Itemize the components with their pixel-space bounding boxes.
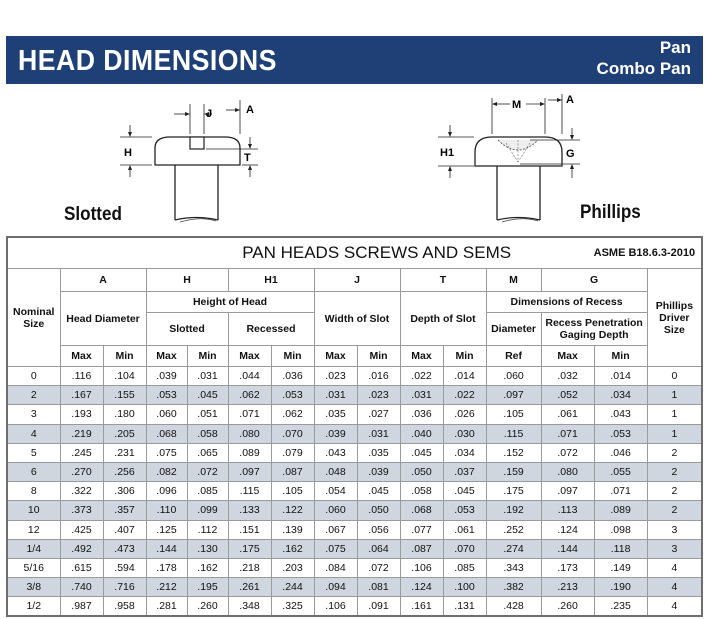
table-cell: .062 bbox=[228, 386, 271, 405]
table-cell: .071 bbox=[228, 405, 271, 424]
col-nominal-size: Nominal Size bbox=[7, 269, 60, 367]
table-cell: .115 bbox=[228, 482, 271, 501]
table-cell: .162 bbox=[187, 558, 228, 577]
table-cell: .053 bbox=[443, 501, 486, 520]
table-cell: .357 bbox=[103, 501, 146, 520]
nominal-size-cell: 8 bbox=[7, 482, 60, 501]
driver-size-cell: 2 bbox=[647, 501, 702, 520]
table-cell: .373 bbox=[60, 501, 103, 520]
dim-label-j: J bbox=[206, 108, 213, 120]
table-row bbox=[7, 386, 702, 405]
dim-label-a: A bbox=[566, 94, 574, 106]
col-slotted: Slotted bbox=[146, 313, 228, 346]
table-cell: .075 bbox=[314, 539, 357, 558]
table-cell: .022 bbox=[443, 386, 486, 405]
table-cell: .098 bbox=[594, 520, 647, 539]
table-cell: .089 bbox=[228, 443, 271, 462]
slotted-label: Slotted bbox=[64, 204, 122, 225]
table-cell: .034 bbox=[594, 386, 647, 405]
table-cell: .115 bbox=[486, 424, 541, 443]
table-cell: .036 bbox=[400, 405, 443, 424]
table-cell: .322 bbox=[60, 482, 103, 501]
table-cell: .026 bbox=[443, 405, 486, 424]
table-cell: .213 bbox=[541, 578, 594, 597]
table-cell: .325 bbox=[271, 597, 314, 617]
table-cell: .124 bbox=[400, 578, 443, 597]
table-cell: .067 bbox=[314, 520, 357, 539]
table-cell: .034 bbox=[443, 443, 486, 462]
table-cell: .161 bbox=[400, 597, 443, 617]
table-cell: .212 bbox=[146, 578, 187, 597]
table-cell: .097 bbox=[228, 462, 271, 481]
col-min: Min bbox=[187, 346, 228, 367]
driver-size-cell: 4 bbox=[647, 597, 702, 617]
table-row bbox=[7, 520, 702, 539]
driver-size-cell: 1 bbox=[647, 405, 702, 424]
table-row bbox=[7, 597, 702, 617]
table-cell: .045 bbox=[443, 482, 486, 501]
table-cell: .045 bbox=[187, 386, 228, 405]
table-cell: .039 bbox=[314, 424, 357, 443]
table-cell: .159 bbox=[486, 462, 541, 481]
table-cell: .084 bbox=[314, 558, 357, 577]
col-min: Min bbox=[594, 346, 647, 367]
table-cell: .190 bbox=[594, 578, 647, 597]
table-cell: .473 bbox=[103, 539, 146, 558]
table-row bbox=[7, 501, 702, 520]
table-cell: .144 bbox=[541, 539, 594, 558]
col-letter-a: A bbox=[60, 269, 146, 292]
table-cell: .044 bbox=[228, 367, 271, 386]
col-letter-t: T bbox=[400, 269, 486, 292]
table-cell: .382 bbox=[486, 578, 541, 597]
table-cell: .122 bbox=[271, 501, 314, 520]
table-cell: .065 bbox=[187, 443, 228, 462]
table-cell: .080 bbox=[541, 462, 594, 481]
table-standard: ASME B18.6.3-2010 bbox=[541, 237, 702, 269]
driver-size-cell: 3 bbox=[647, 539, 702, 558]
table-cell: .106 bbox=[400, 558, 443, 577]
table-cell: .036 bbox=[271, 367, 314, 386]
table-cell: .428 bbox=[486, 597, 541, 617]
table-cell: .080 bbox=[228, 424, 271, 443]
table-cell: .055 bbox=[594, 462, 647, 481]
col-letter-h: H bbox=[146, 269, 228, 292]
table-cell: .089 bbox=[594, 501, 647, 520]
nominal-size-cell: 0 bbox=[7, 367, 60, 386]
col-max: Max bbox=[400, 346, 443, 367]
table-row bbox=[7, 558, 702, 577]
dim-label-t: T bbox=[244, 152, 251, 164]
col-depth-of-slot: Depth of Slot bbox=[400, 292, 486, 346]
driver-size-cell: 2 bbox=[647, 482, 702, 501]
table-cell: .594 bbox=[103, 558, 146, 577]
nominal-size-cell: 6 bbox=[7, 462, 60, 481]
table-cell: .068 bbox=[146, 424, 187, 443]
dimensions-table-wrap bbox=[6, 236, 703, 617]
table-cell: .407 bbox=[103, 520, 146, 539]
table-cell: .077 bbox=[400, 520, 443, 539]
col-max: Max bbox=[314, 346, 357, 367]
table-cell: .306 bbox=[103, 482, 146, 501]
table-cell: .094 bbox=[314, 578, 357, 597]
nominal-size-cell: 1/4 bbox=[7, 539, 60, 558]
table-cell: .987 bbox=[60, 597, 103, 617]
table-cell: .030 bbox=[443, 424, 486, 443]
table-cell: .173 bbox=[541, 558, 594, 577]
table-cell: .053 bbox=[146, 386, 187, 405]
table-cell: .027 bbox=[357, 405, 400, 424]
table-cell: .244 bbox=[271, 578, 314, 597]
table-row bbox=[7, 405, 702, 424]
slotted-head-diagram bbox=[60, 90, 300, 235]
phillips-head-diagram bbox=[430, 90, 670, 235]
table-cell: .035 bbox=[357, 443, 400, 462]
table-cell: .062 bbox=[271, 405, 314, 424]
table-cell: .051 bbox=[187, 405, 228, 424]
table-cell: .099 bbox=[187, 501, 228, 520]
table-cell: .110 bbox=[146, 501, 187, 520]
nominal-size-cell: 1/2 bbox=[7, 597, 60, 617]
table-row bbox=[7, 462, 702, 481]
col-min: Min bbox=[271, 346, 314, 367]
table-cell: .070 bbox=[271, 424, 314, 443]
table-cell: .087 bbox=[400, 539, 443, 558]
table-cell: .072 bbox=[357, 558, 400, 577]
table-cell: .104 bbox=[103, 367, 146, 386]
table-cell: .958 bbox=[103, 597, 146, 617]
col-letter-m: M bbox=[486, 269, 541, 292]
col-max: Max bbox=[228, 346, 271, 367]
table-cell: .023 bbox=[314, 367, 357, 386]
table-cell: .043 bbox=[594, 405, 647, 424]
table-cell: .023 bbox=[357, 386, 400, 405]
col-max: Max bbox=[146, 346, 187, 367]
table-cell: .082 bbox=[146, 462, 187, 481]
col-letter-j: J bbox=[314, 269, 400, 292]
table-cell: .050 bbox=[400, 462, 443, 481]
table-cell: .131 bbox=[443, 597, 486, 617]
table-cell: .052 bbox=[541, 386, 594, 405]
table-cell: .178 bbox=[146, 558, 187, 577]
table-cell: .274 bbox=[486, 539, 541, 558]
table-cell: .053 bbox=[594, 424, 647, 443]
table-cell: .112 bbox=[187, 520, 228, 539]
col-min: Min bbox=[103, 346, 146, 367]
table-cell: .031 bbox=[400, 386, 443, 405]
table-cell: .205 bbox=[103, 424, 146, 443]
table-cell: .087 bbox=[271, 462, 314, 481]
table-cell: .492 bbox=[60, 539, 103, 558]
table-cell: .151 bbox=[228, 520, 271, 539]
table-cell: .068 bbox=[400, 501, 443, 520]
driver-size-cell: 3 bbox=[647, 520, 702, 539]
driver-size-cell: 2 bbox=[647, 443, 702, 462]
table-cell: .071 bbox=[541, 424, 594, 443]
dim-label-h1: H1 bbox=[440, 147, 455, 159]
table-cell: .045 bbox=[400, 443, 443, 462]
table-cell: .045 bbox=[357, 482, 400, 501]
dim-label-h: H bbox=[124, 147, 132, 159]
table-cell: .193 bbox=[60, 405, 103, 424]
table-cell: .245 bbox=[60, 443, 103, 462]
table-cell: .260 bbox=[541, 597, 594, 617]
head-type-pan: Pan bbox=[659, 38, 691, 57]
table-cell: .061 bbox=[443, 520, 486, 539]
table-title: PAN HEADS SCREWS AND SEMS bbox=[7, 237, 541, 269]
dim-label-g: G bbox=[566, 148, 575, 160]
table-cell: .070 bbox=[443, 539, 486, 558]
table-cell: .270 bbox=[60, 462, 103, 481]
nominal-size-cell: 2 bbox=[7, 386, 60, 405]
table-cell: .113 bbox=[541, 501, 594, 520]
table-cell: .032 bbox=[541, 367, 594, 386]
table-cell: .022 bbox=[400, 367, 443, 386]
table-cell: .060 bbox=[314, 501, 357, 520]
table-cell: .014 bbox=[443, 367, 486, 386]
col-height-of-head: Height of Head bbox=[146, 292, 314, 313]
nominal-size-cell: 5/16 bbox=[7, 558, 60, 577]
table-cell: .162 bbox=[271, 539, 314, 558]
table-cell: .219 bbox=[60, 424, 103, 443]
table-cell: .133 bbox=[228, 501, 271, 520]
table-cell: .118 bbox=[594, 539, 647, 558]
table-cell: .218 bbox=[228, 558, 271, 577]
table-cell: .203 bbox=[271, 558, 314, 577]
table-body bbox=[7, 367, 702, 617]
table-cell: .175 bbox=[486, 482, 541, 501]
table-cell: .091 bbox=[357, 597, 400, 617]
dim-label-a: A bbox=[246, 104, 254, 116]
driver-size-cell: 0 bbox=[647, 367, 702, 386]
table-cell: .231 bbox=[103, 443, 146, 462]
table-cell: .016 bbox=[357, 367, 400, 386]
phillips-label: Phillips bbox=[580, 202, 641, 223]
col-max: Max bbox=[541, 346, 594, 367]
table-cell: .235 bbox=[594, 597, 647, 617]
table-cell: .060 bbox=[486, 367, 541, 386]
driver-size-cell: 2 bbox=[647, 462, 702, 481]
driver-size-cell: 4 bbox=[647, 578, 702, 597]
table-cell: .058 bbox=[400, 482, 443, 501]
table-cell: .031 bbox=[357, 424, 400, 443]
nominal-size-cell: 10 bbox=[7, 501, 60, 520]
table-cell: .740 bbox=[60, 578, 103, 597]
table-cell: .100 bbox=[443, 578, 486, 597]
driver-size-cell: 1 bbox=[647, 424, 702, 443]
table-cell: .260 bbox=[187, 597, 228, 617]
col-letter-h1: H1 bbox=[228, 269, 314, 292]
table-cell: .348 bbox=[228, 597, 271, 617]
col-width-of-slot: Width of Slot bbox=[314, 292, 400, 346]
table-cell: .014 bbox=[594, 367, 647, 386]
table-cell: .343 bbox=[486, 558, 541, 577]
table-cell: .056 bbox=[357, 520, 400, 539]
table-cell: .105 bbox=[271, 482, 314, 501]
table-cell: .072 bbox=[541, 443, 594, 462]
table-cell: .716 bbox=[103, 578, 146, 597]
table-cell: .053 bbox=[271, 386, 314, 405]
table-cell: .116 bbox=[60, 367, 103, 386]
table-cell: .031 bbox=[314, 386, 357, 405]
table-cell: .139 bbox=[271, 520, 314, 539]
table-cell: .050 bbox=[357, 501, 400, 520]
col-min: Min bbox=[443, 346, 486, 367]
table-cell: .152 bbox=[486, 443, 541, 462]
table-cell: .425 bbox=[60, 520, 103, 539]
col-min: Min bbox=[357, 346, 400, 367]
table-cell: .048 bbox=[314, 462, 357, 481]
driver-size-cell: 1 bbox=[647, 386, 702, 405]
table-cell: .261 bbox=[228, 578, 271, 597]
table-cell: .256 bbox=[103, 462, 146, 481]
col-max: Max bbox=[60, 346, 103, 367]
table-row bbox=[7, 482, 702, 501]
col-phillips-driver-size: Phillips Driver Size bbox=[647, 269, 702, 367]
table-cell: .252 bbox=[486, 520, 541, 539]
table-cell: .124 bbox=[541, 520, 594, 539]
col-ref: Ref bbox=[486, 346, 541, 367]
table-cell: .037 bbox=[443, 462, 486, 481]
table-cell: .060 bbox=[146, 405, 187, 424]
col-dimensions-of-recess: Dimensions of Recess bbox=[486, 292, 647, 313]
table-row bbox=[7, 443, 702, 462]
table-cell: .096 bbox=[146, 482, 187, 501]
table-cell: .039 bbox=[146, 367, 187, 386]
nominal-size-cell: 3/8 bbox=[7, 578, 60, 597]
table-cell: .106 bbox=[314, 597, 357, 617]
table-cell: .097 bbox=[541, 482, 594, 501]
col-recess-penetration: Recess Penetration Gaging Depth bbox=[541, 313, 647, 346]
table-cell: .155 bbox=[103, 386, 146, 405]
table-cell: .097 bbox=[486, 386, 541, 405]
table-cell: .125 bbox=[146, 520, 187, 539]
table-cell: .043 bbox=[314, 443, 357, 462]
table-row bbox=[7, 424, 702, 443]
table-row bbox=[7, 367, 702, 386]
table-cell: .081 bbox=[357, 578, 400, 597]
col-recessed: Recessed bbox=[228, 313, 314, 346]
table-cell: .039 bbox=[357, 462, 400, 481]
table-cell: .195 bbox=[187, 578, 228, 597]
col-head-diameter: Head Diameter bbox=[60, 292, 146, 346]
table-cell: .149 bbox=[594, 558, 647, 577]
table-cell: .085 bbox=[187, 482, 228, 501]
table-cell: .035 bbox=[314, 405, 357, 424]
table-row bbox=[7, 578, 702, 597]
table-cell: .040 bbox=[400, 424, 443, 443]
head-type-combo-pan: Combo Pan bbox=[596, 59, 691, 78]
table-cell: .130 bbox=[187, 539, 228, 558]
table-cell: .031 bbox=[187, 367, 228, 386]
table-cell: .075 bbox=[146, 443, 187, 462]
table-cell: .058 bbox=[187, 424, 228, 443]
table-cell: .071 bbox=[594, 482, 647, 501]
table-row bbox=[7, 539, 702, 558]
table-cell: .615 bbox=[60, 558, 103, 577]
table-cell: .085 bbox=[443, 558, 486, 577]
nominal-size-cell: 3 bbox=[7, 405, 60, 424]
table-cell: .105 bbox=[486, 405, 541, 424]
table-cell: .144 bbox=[146, 539, 187, 558]
table-cell: .192 bbox=[486, 501, 541, 520]
table-cell: .054 bbox=[314, 482, 357, 501]
dim-label-m: M bbox=[512, 99, 522, 111]
dimensions-table bbox=[6, 236, 703, 617]
table-cell: .061 bbox=[541, 405, 594, 424]
header-banner bbox=[6, 36, 703, 84]
col-letter-g: G bbox=[541, 269, 647, 292]
table-cell: .079 bbox=[271, 443, 314, 462]
nominal-size-cell: 5 bbox=[7, 443, 60, 462]
table-cell: .167 bbox=[60, 386, 103, 405]
page-title: HEAD DIMENSIONS bbox=[18, 45, 277, 77]
driver-size-cell: 4 bbox=[647, 558, 702, 577]
table-cell: .281 bbox=[146, 597, 187, 617]
table-cell: .175 bbox=[228, 539, 271, 558]
table-cell: .046 bbox=[594, 443, 647, 462]
table-cell: .064 bbox=[357, 539, 400, 558]
table-cell: .072 bbox=[187, 462, 228, 481]
nominal-size-cell: 4 bbox=[7, 424, 60, 443]
table-cell: .180 bbox=[103, 405, 146, 424]
nominal-size-cell: 12 bbox=[7, 520, 60, 539]
col-diameter: Diameter bbox=[486, 313, 541, 346]
